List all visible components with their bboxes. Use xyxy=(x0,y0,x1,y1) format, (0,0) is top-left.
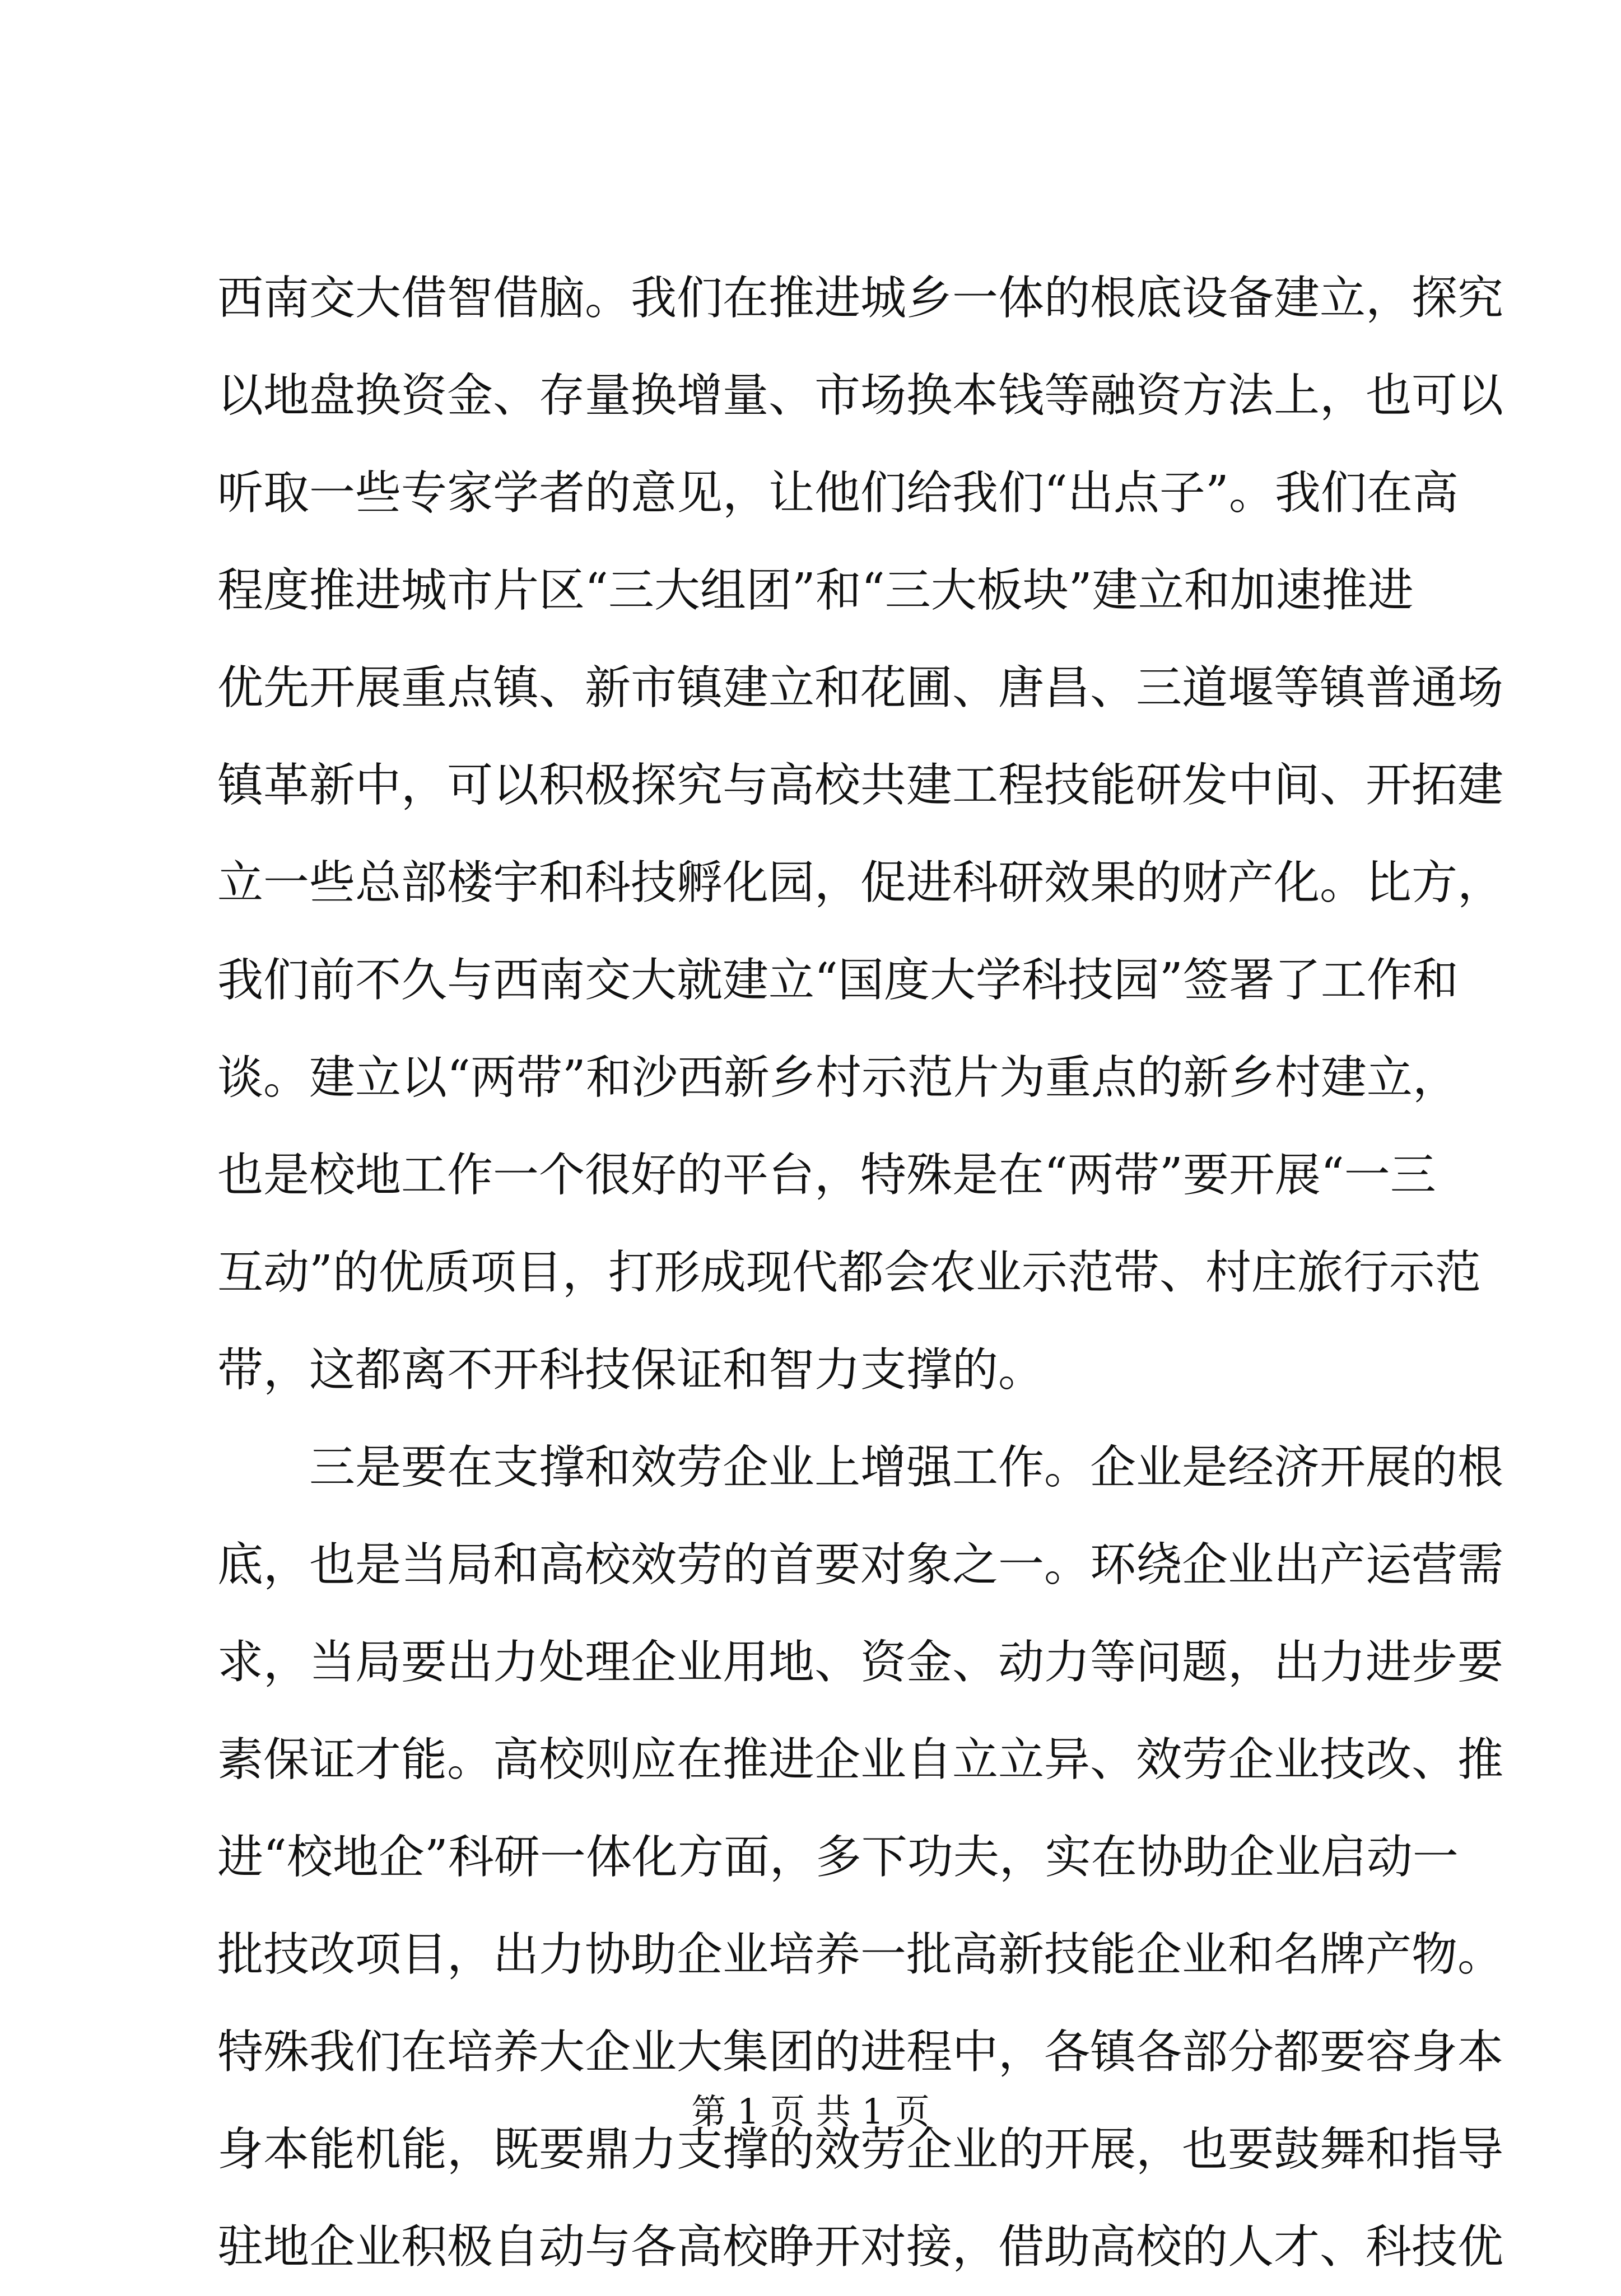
text-line: 立一些总部楼宇和科技孵化园，促进科研效果的财产化。比方， xyxy=(217,856,1504,909)
text-line: 也是校地工作一个很好的平台，特殊是在“两带”要开展“一三 xyxy=(217,1149,1436,1202)
text-line: 程度推进城市片区“三大组团”和“三大板块”建立和加速推进 xyxy=(217,564,1414,617)
text-line: 批技改项目，出力协助企业培养一批高新技能企业和名牌产物。 xyxy=(217,1928,1504,1981)
text-line: 带，这都离不开科技保证和智力支撑的。 xyxy=(217,1343,1045,1397)
text-line: 特殊我们在培养大企业大集团的进程中，各镇各部分都要容身本 xyxy=(217,2026,1504,2079)
text-line: 底，也是当局和高校效劳的首要对象之一。环绕企业出产运营需 xyxy=(217,1538,1504,1592)
text-line: 西南交大借智借脑。我们在推进城乡一体的根底设备建立，探究 xyxy=(217,272,1504,325)
text-line: 优先开展重点镇、新市镇建立和花圃、唐昌、三道堰等镇普通场 xyxy=(217,661,1504,715)
page-number-footer: 第 1 页 共 1 页 xyxy=(691,2091,930,2132)
text-line: 素保证才能。高校则应在推进企业自立立异、效劳企业技改、推 xyxy=(217,1733,1504,1786)
text-line: 进“校地企”科研一体化方面，多下功夫，实在协助企业启动一 xyxy=(217,1831,1459,1884)
text-line: 身本能机能，既要鼎力支撑的效劳企业的开展，也要鼓舞和指导 xyxy=(217,2123,1504,2176)
text-line: 求，当局要出力处理企业用地、资金、动力等问题，出力进步要 xyxy=(217,1636,1504,1689)
text-line: 驻地企业积极自动与各高校睁开对接，借助高校的人才、科技优 xyxy=(217,2220,1504,2274)
text-line: 镇革新中，可以积极探究与高校共建工程技能研发中间、开拓建 xyxy=(217,759,1504,812)
text-line: 互动”的优质项目，打形成现代都会农业示范带、村庄旅行示范 xyxy=(217,1246,1481,1299)
text-line: 三是要在支撑和效劳企业上增强工作。企业是经济开展的根 xyxy=(217,1441,1504,1494)
document-body xyxy=(217,250,1504,2296)
text-line: 我们前不久与西南交大就建立“国度大学科技园”签署了工作和 xyxy=(217,954,1459,1007)
text-line: 听取一些专家学者的意见，让他们给我们“出点子”。我们在高 xyxy=(217,466,1459,520)
text-line: 谈。建立以“两带”和沙西新乡村示范片为重点的新乡村建立， xyxy=(217,1051,1459,1104)
text-line: 以地盘换资金、存量换增量、市场换本钱等融资方法上，也可以 xyxy=(217,369,1504,422)
